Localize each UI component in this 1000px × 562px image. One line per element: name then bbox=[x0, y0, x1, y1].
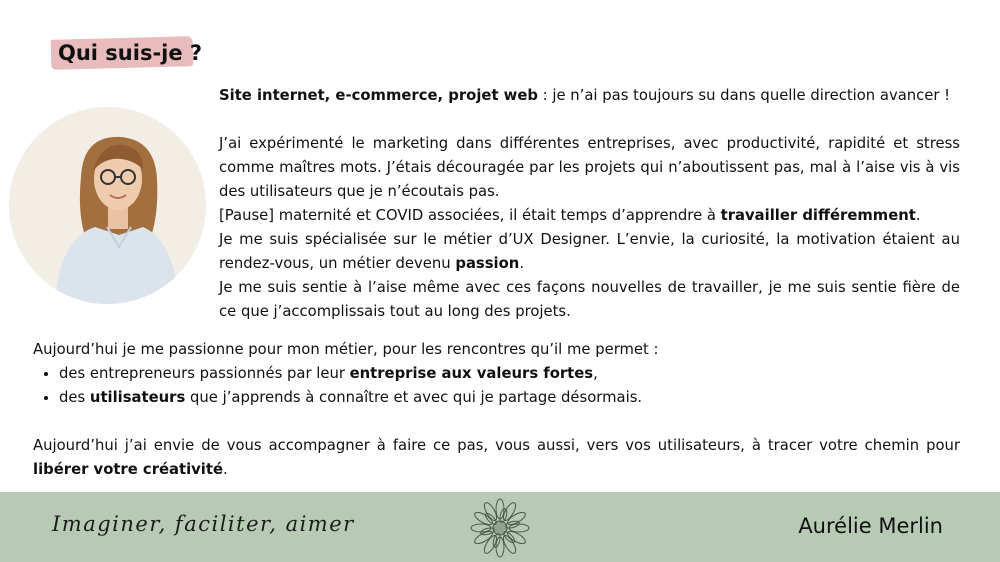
passion-list bbox=[33, 362, 960, 410]
list-item bbox=[59, 362, 960, 386]
closing-text-a: Aujourd’hui j’ai envie de vous accompagner à faire ce pas, vous aussi, vers vos utilisateurs, à tracer votre chemin pour bbox=[33, 437, 960, 454]
intro-text-3a: [Pause] maternité et COVID associées, il était temps d’apprendre à bbox=[219, 207, 721, 224]
portrait-photo bbox=[9, 107, 206, 304]
lower-text bbox=[33, 338, 960, 482]
closing-text-b: . bbox=[222, 461, 228, 478]
intro-paragraph-2: J’ai expérimenté le marketing dans différentes entreprises, avec productivité, rapidité et stress comme maîtres mots. J’étais découragée par les projets qui n’aboutissent pas, mal à l’aise vis à vis des utilisateurs que je n’écoutais pas. bbox=[219, 135, 960, 200]
bullet-1-text-a: des entrepreneurs passionnés par leur bbox=[59, 365, 350, 382]
closing-bold: libérer votre créativité bbox=[33, 461, 223, 478]
bullet-2-text-a: des bbox=[59, 389, 90, 406]
intro-paragraph-1 bbox=[219, 84, 960, 108]
heading-block bbox=[54, 36, 206, 70]
sunflower-icon bbox=[470, 498, 530, 558]
lower-lead: Aujourd’hui je me passionne pour mon métier, pour les rencontres qu’il me permet : bbox=[33, 341, 659, 358]
tagline: Imaginer, faciliter, aimer bbox=[52, 512, 355, 536]
closing-paragraph bbox=[33, 434, 960, 482]
bullet-2-bold: utilisateurs bbox=[89, 389, 186, 406]
intro-text-4a: Je me suis spécialisée sur le métier d’UX Designer. L’envie, la curiosité, la motivation étaient au rendez-vous, un métier devenu bbox=[219, 231, 960, 272]
bullet-1-bold: entreprise aux valeurs fortes bbox=[349, 365, 594, 382]
author-name: Aurélie Merlin bbox=[798, 514, 943, 538]
intro-bold-3: travailler différemment bbox=[720, 207, 916, 224]
intro-paragraph-5: Je me suis sentie à l’aise même avec ces façons nouvelles de travailler, je me suis sentie fière de ce que j’accomplissais tout au long des projets. bbox=[219, 279, 960, 320]
intro-text bbox=[219, 84, 960, 324]
intro-bold-1: Site internet, e-commerce, projet web bbox=[219, 87, 538, 104]
bullet-1-text-b: , bbox=[593, 365, 598, 382]
page-title: Qui suis-je ? bbox=[58, 41, 203, 65]
intro-bold-4: passion bbox=[455, 255, 520, 272]
list-item bbox=[59, 386, 960, 410]
footer-band bbox=[0, 492, 1000, 562]
intro-paragraph-4 bbox=[219, 228, 960, 276]
portrait-illustration bbox=[9, 107, 206, 304]
intro-text-4b: . bbox=[519, 255, 525, 272]
intro-text-3b: . bbox=[915, 207, 921, 224]
intro-paragraph-3 bbox=[219, 204, 960, 228]
bullet-2-text-b: que j’apprends à connaître et avec qui je partage désormais. bbox=[185, 389, 643, 406]
intro-text-1: : je n’ai pas toujours su dans quelle direction avancer ! bbox=[537, 87, 951, 104]
